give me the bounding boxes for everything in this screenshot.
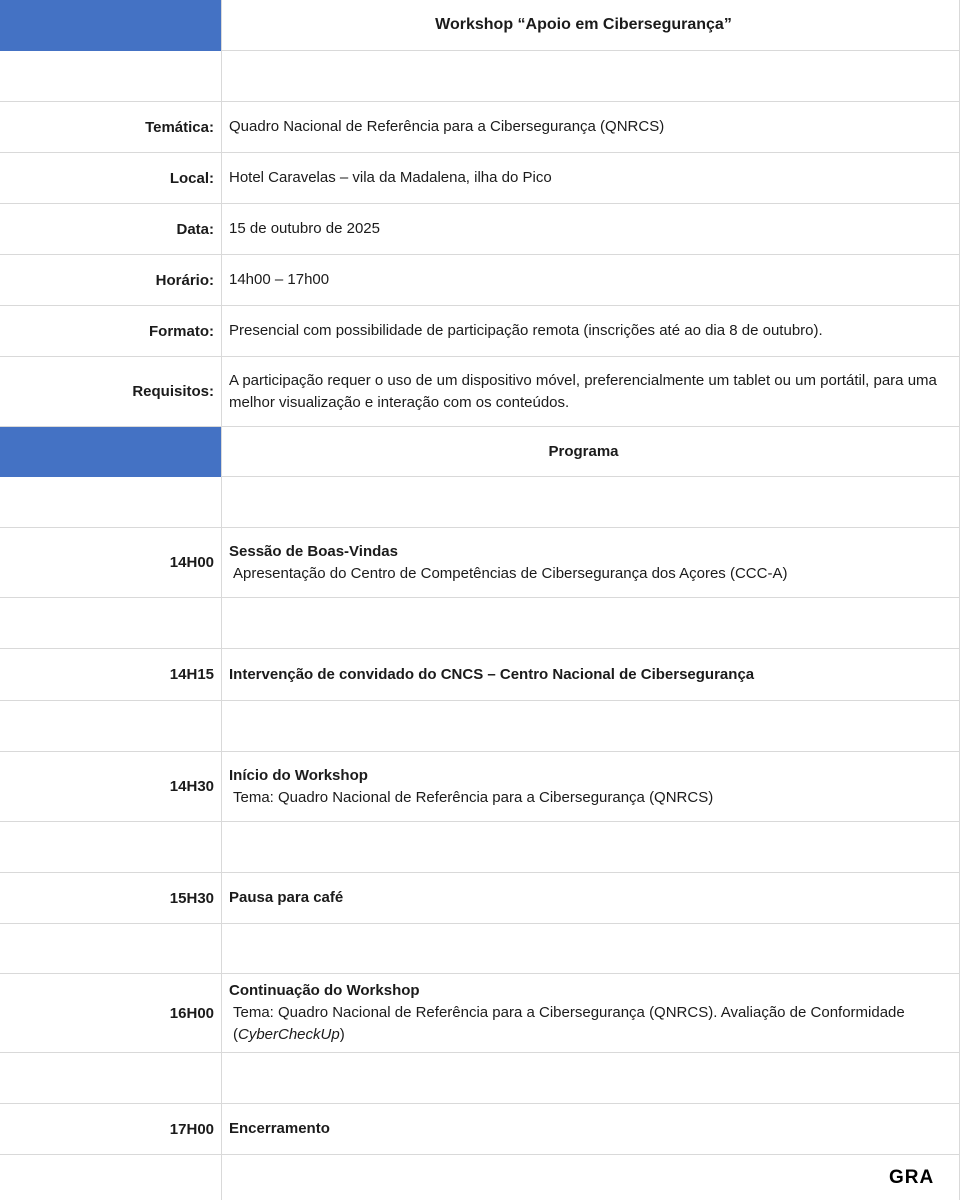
info-row-formato — [0, 306, 960, 357]
info-value: 14h00 – 17h00 — [221, 255, 960, 306]
program-item — [0, 528, 960, 598]
spacer-row — [0, 924, 960, 974]
program-description: Tema: Quadro Nacional de Referência para a Cibersegurança (QNRCS) — [233, 788, 714, 806]
spacer-row — [0, 1053, 960, 1104]
info-label: Temática: — [0, 102, 221, 153]
spacer-row — [0, 1155, 960, 1200]
info-label: Horário: — [0, 255, 221, 306]
program-title: Continuação do Workshop — [229, 982, 420, 999]
info-row-tematica — [0, 102, 960, 153]
program-item — [0, 1104, 960, 1155]
program-title: Início do Workshop — [229, 766, 368, 784]
programa-title: Programa — [221, 427, 960, 477]
page-title: Workshop “Apoio em Cibersegurança” — [221, 0, 960, 51]
info-row-data — [0, 204, 960, 255]
program-title: Intervenção de convidado do CNCS – Centro Nacional de Cibersegurança — [229, 665, 755, 683]
info-row-local — [0, 153, 960, 204]
spacer-row — [0, 701, 960, 752]
spacer-row — [0, 51, 960, 102]
info-label: Local: — [0, 153, 221, 204]
program-time: 15H30 — [0, 873, 221, 924]
spacer-row — [0, 598, 960, 649]
info-label: Formato: — [0, 306, 221, 357]
program-title: Pausa para café — [229, 889, 344, 906]
program-description: Tema: Quadro Nacional de Referência para a Cibersegurança (QNRCS). Avaliação de Conformidade (CyberCheckUp) — [233, 1004, 905, 1043]
header-row — [0, 0, 960, 51]
program-time: 14H00 — [0, 528, 221, 598]
info-value: Hotel Caravelas – vila da Madalena, ilha do Pico — [221, 153, 960, 204]
programa-color-block — [0, 427, 221, 477]
spacer-row — [0, 822, 960, 873]
info-value: A participação requer o uso de um dispositivo móvel, preferencialmente um tablet ou um portátil, para uma melhor visualização e interação com os conteúdos. — [221, 357, 960, 427]
program-item — [0, 873, 960, 924]
logo: GRA — [889, 1167, 935, 1188]
info-value: Presencial com possibilidade de participação remota (inscrições até ao dia 8 de outubro). — [221, 306, 960, 357]
spacer-row — [0, 477, 960, 528]
header-color-block — [0, 0, 221, 51]
info-row-horario — [0, 255, 960, 306]
program-time: 14H30 — [0, 752, 221, 822]
info-value: 15 de outubro de 2025 — [221, 204, 960, 255]
programa-header-row — [0, 427, 960, 477]
program-time: 16H00 — [0, 974, 221, 1053]
info-row-requisitos — [0, 357, 960, 427]
program-item — [0, 649, 960, 701]
program-time: 17H00 — [0, 1104, 221, 1155]
program-title: Encerramento — [229, 1120, 330, 1137]
info-label: Data: — [0, 204, 221, 255]
program-item — [0, 974, 960, 1053]
program-time: 14H15 — [0, 649, 221, 701]
program-description: Apresentação do Centro de Competências de Cibersegurança dos Açores (CCC-A) — [233, 564, 788, 582]
info-label: Requisitos: — [0, 357, 221, 427]
program-item — [0, 752, 960, 822]
info-value: Quadro Nacional de Referência para a Cibersegurança (QNRCS) — [221, 102, 960, 153]
program-title: Sessão de Boas-Vindas — [229, 542, 398, 560]
